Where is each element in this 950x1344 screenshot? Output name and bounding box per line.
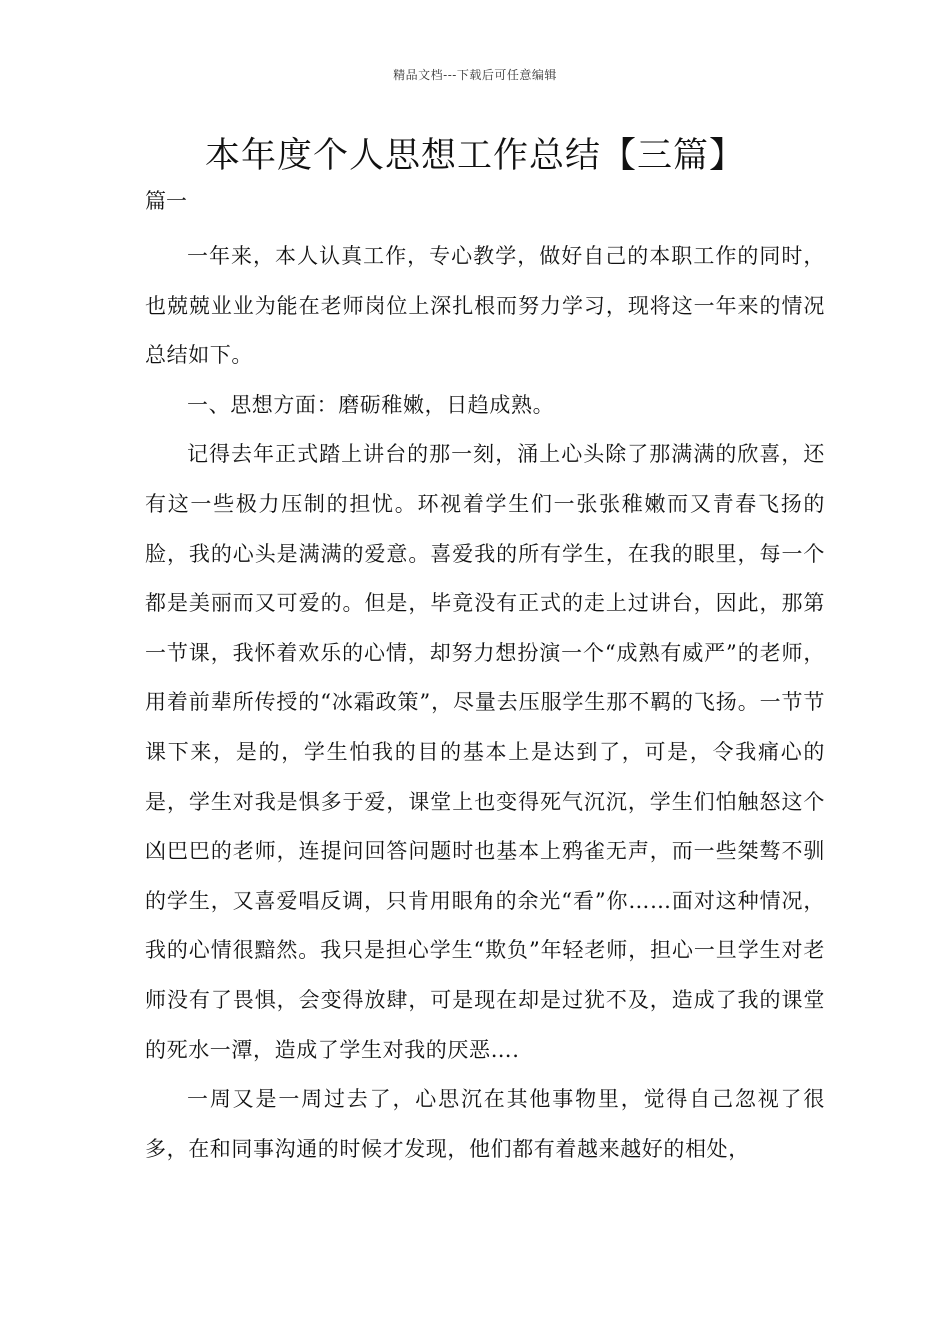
document-title: 本年度个人思想工作总结【三篇】 — [204, 136, 745, 176]
section-label: 篇一 — [145, 189, 187, 213]
header-note: 精品文档---下载后可任意编辑 — [393, 68, 557, 82]
paragraph: 一年来，本人认真工作，专心教学，做好自己的本职工作的同时，也兢兢业业为能在老师岗位上深扎根而努力学习，现将这一年来的情况总结如下。 — [145, 244, 825, 368]
paragraph: 一周又是一周过去了，心思沉在其他事物里，觉得自己忽视了很多，在和同事沟通的时候才发现，他们都有着越来越好的相处， — [145, 1087, 825, 1161]
document-body — [145, 232, 825, 1174]
paragraph: 记得去年正式踏上讲台的那一刻，涌上心头除了那满满的欣喜，还有这一些极力压制的担忧。环视着学生们一张张稚嫩而又青春飞扬的脸，我的心头是满满的爱意。喜爱我的所有学生，在我的眼里，每一个都是美丽而又可爱的。但是，毕竟没有正式的走上过讲台，因此，那第一节课，我怀着欢乐的心情，却努力想扮演一个“成熟有威严”的老师，用着前辈所传授的“冰霜政策”，尽量去压服学生那不羁的飞扬。一节节课下来，是的，学生怕我的目的基本上是达到了，可是，令我痛心的是，学生对我是惧多于爱，课堂上也变得死气沉沉，学生们怕触怒这个凶巴巴的老师，连提问回答问题时也基本上鸦雀无声，而一些桀骜不驯的学生，又喜爱唱反调，只肯用眼角的余光“看”你……面对这种情况，我的心情很黯然。我只是担心学生“欺负”年轻老师，担心一旦学生对老师没有了畏惧，会变得放肆，可是现在却是过犹不及，造成了我的课堂的死水一潭，造成了学生对我的厌恶…. — [145, 442, 825, 1062]
paragraph: 一、思想方面：磨砺稚嫩，日趋成熟。 — [187, 392, 555, 417]
